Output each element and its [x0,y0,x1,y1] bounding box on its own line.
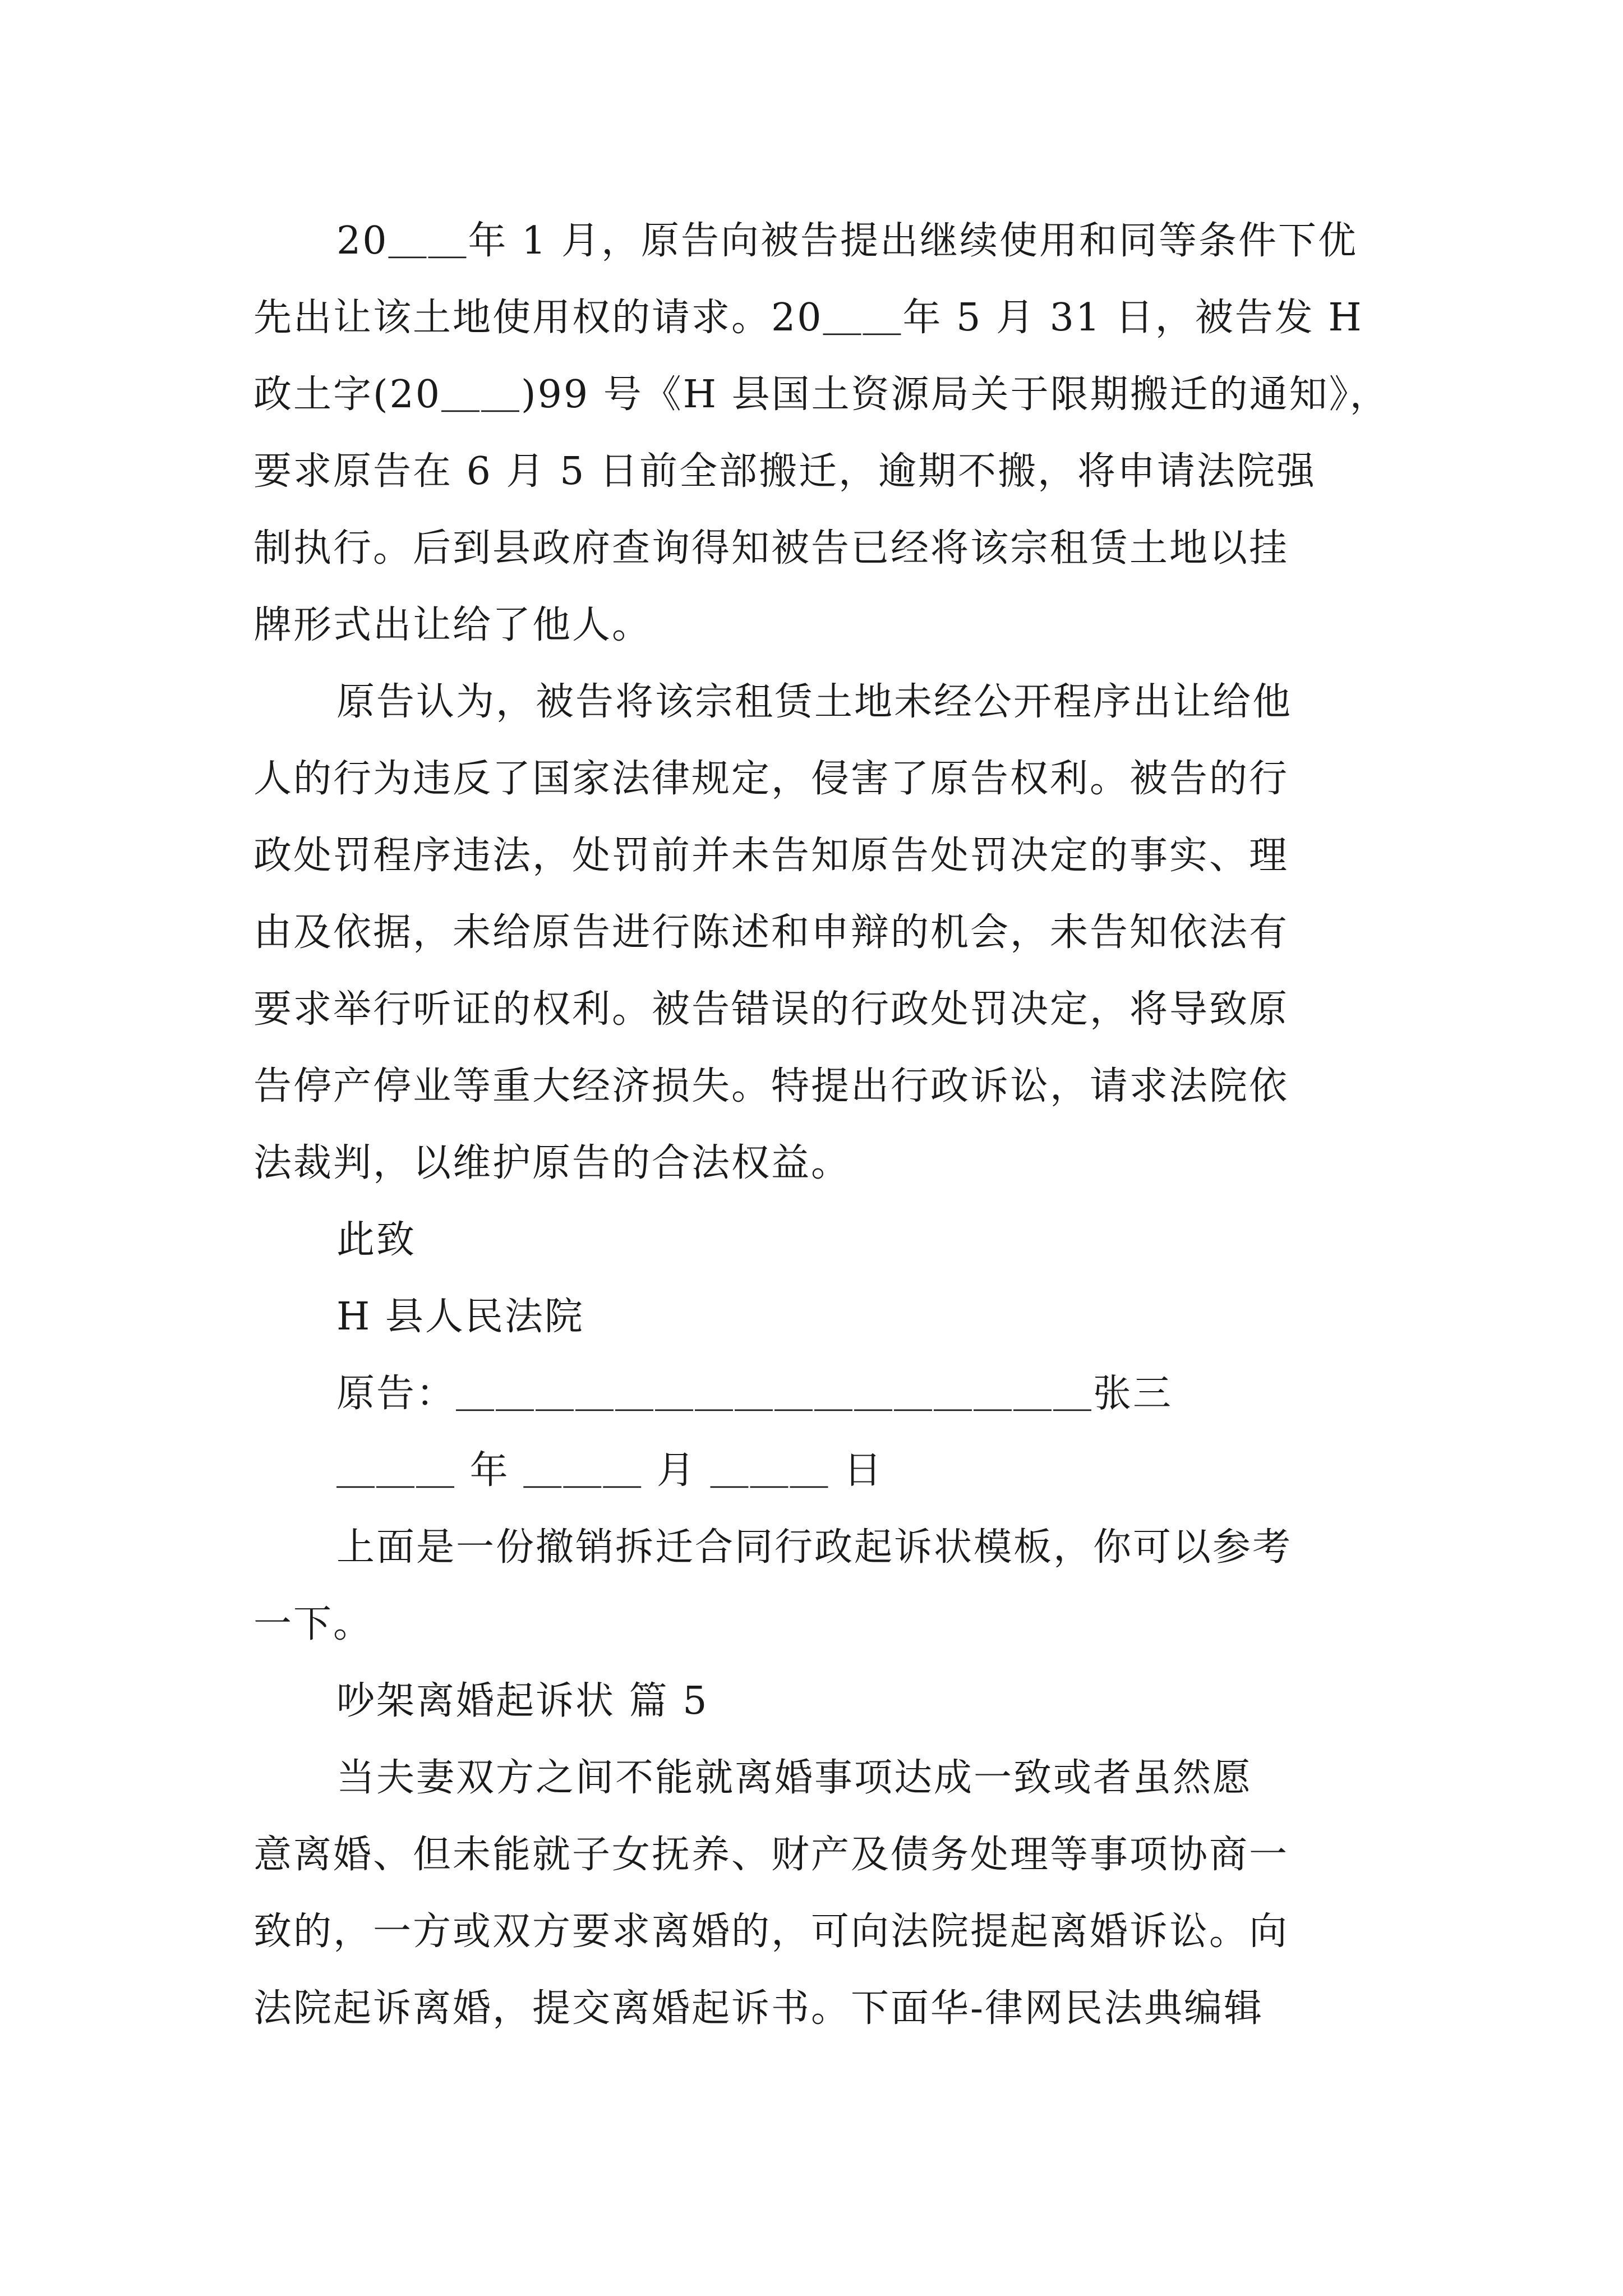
paragraph-line: 制执行。后到县政府查询得知被告已经将该宗租赁土地以挂 [253,526,1289,570]
paragraph-line: 先出让该土地使用权的请求。20＿＿年 5 月 31 日，被告发 H [253,296,1363,340]
salutation: 此致 [336,1218,417,1262]
paragraph-line: 牌形式出让给了他人。 [253,603,652,647]
section-heading: 吵架离婚起诉状 篇 5 [336,1679,709,1723]
court-name: H 县人民法院 [336,1295,584,1339]
paragraph-line: 法裁判，以维护原告的合法权益。 [253,1141,851,1185]
paragraph-line: 政处罚程序违法，处罚前并未告知原告处罚决定的事实、理 [253,834,1289,878]
plaintiff-signature-line: 原告：＿＿＿＿＿＿＿＿＿＿＿＿＿＿＿＿张三 [336,1372,1173,1416]
paragraph-line: 20＿＿年 1 月，原告向被告提出继续使用和同等条件下优 [336,219,1358,263]
paragraph-line: 要求举行听证的权利。被告错误的行政处罚决定，将导致原 [253,987,1289,1032]
paragraph-line: 由及依据，未给原告进行陈述和申辩的机会，未告知依法有 [253,910,1289,955]
paragraph-line: 告停产停业等重大经济损失。特提出行政诉讼，请求法院依 [253,1064,1289,1108]
paragraph-line: 致的，一方或双方要求离婚的，可向法院提起离婚诉讼。向 [253,1910,1289,1954]
paragraph-line: 政土字(20＿＿)99 号《H 县国土资源局关于限期搬迁的通知》， [253,372,1390,417]
paragraph-line: 一下。 [253,1602,374,1646]
paragraph-line: 要求原告在 6 月 5 日前全部搬迁，逾期不搬，将申请法院强 [253,449,1316,494]
date-line: ＿＿＿ 年 ＿＿＿ 月 ＿＿＿ 日 [336,1448,884,1493]
paragraph-line: 上面是一份撤销拆迁合同行政起诉状模板，你可以参考 [336,1525,1293,1570]
paragraph-line: 意离婚、但未能就子女抚养、财产及债务处理等事项协商一 [253,1833,1289,1877]
paragraph-line: 原告认为，被告将该宗租赁土地未经公开程序出让给他 [336,680,1293,724]
paragraph-line: 当夫妻双方之间不能就离婚事项达成一致或者虽然愿 [336,1756,1253,1800]
paragraph-line: 人的行为违反了国家法律规定，侵害了原告权利。被告的行 [253,757,1289,801]
paragraph-line: 法院起诉离婚，提交离婚起诉书。下面华-律网民法典编辑 [253,1986,1264,2031]
